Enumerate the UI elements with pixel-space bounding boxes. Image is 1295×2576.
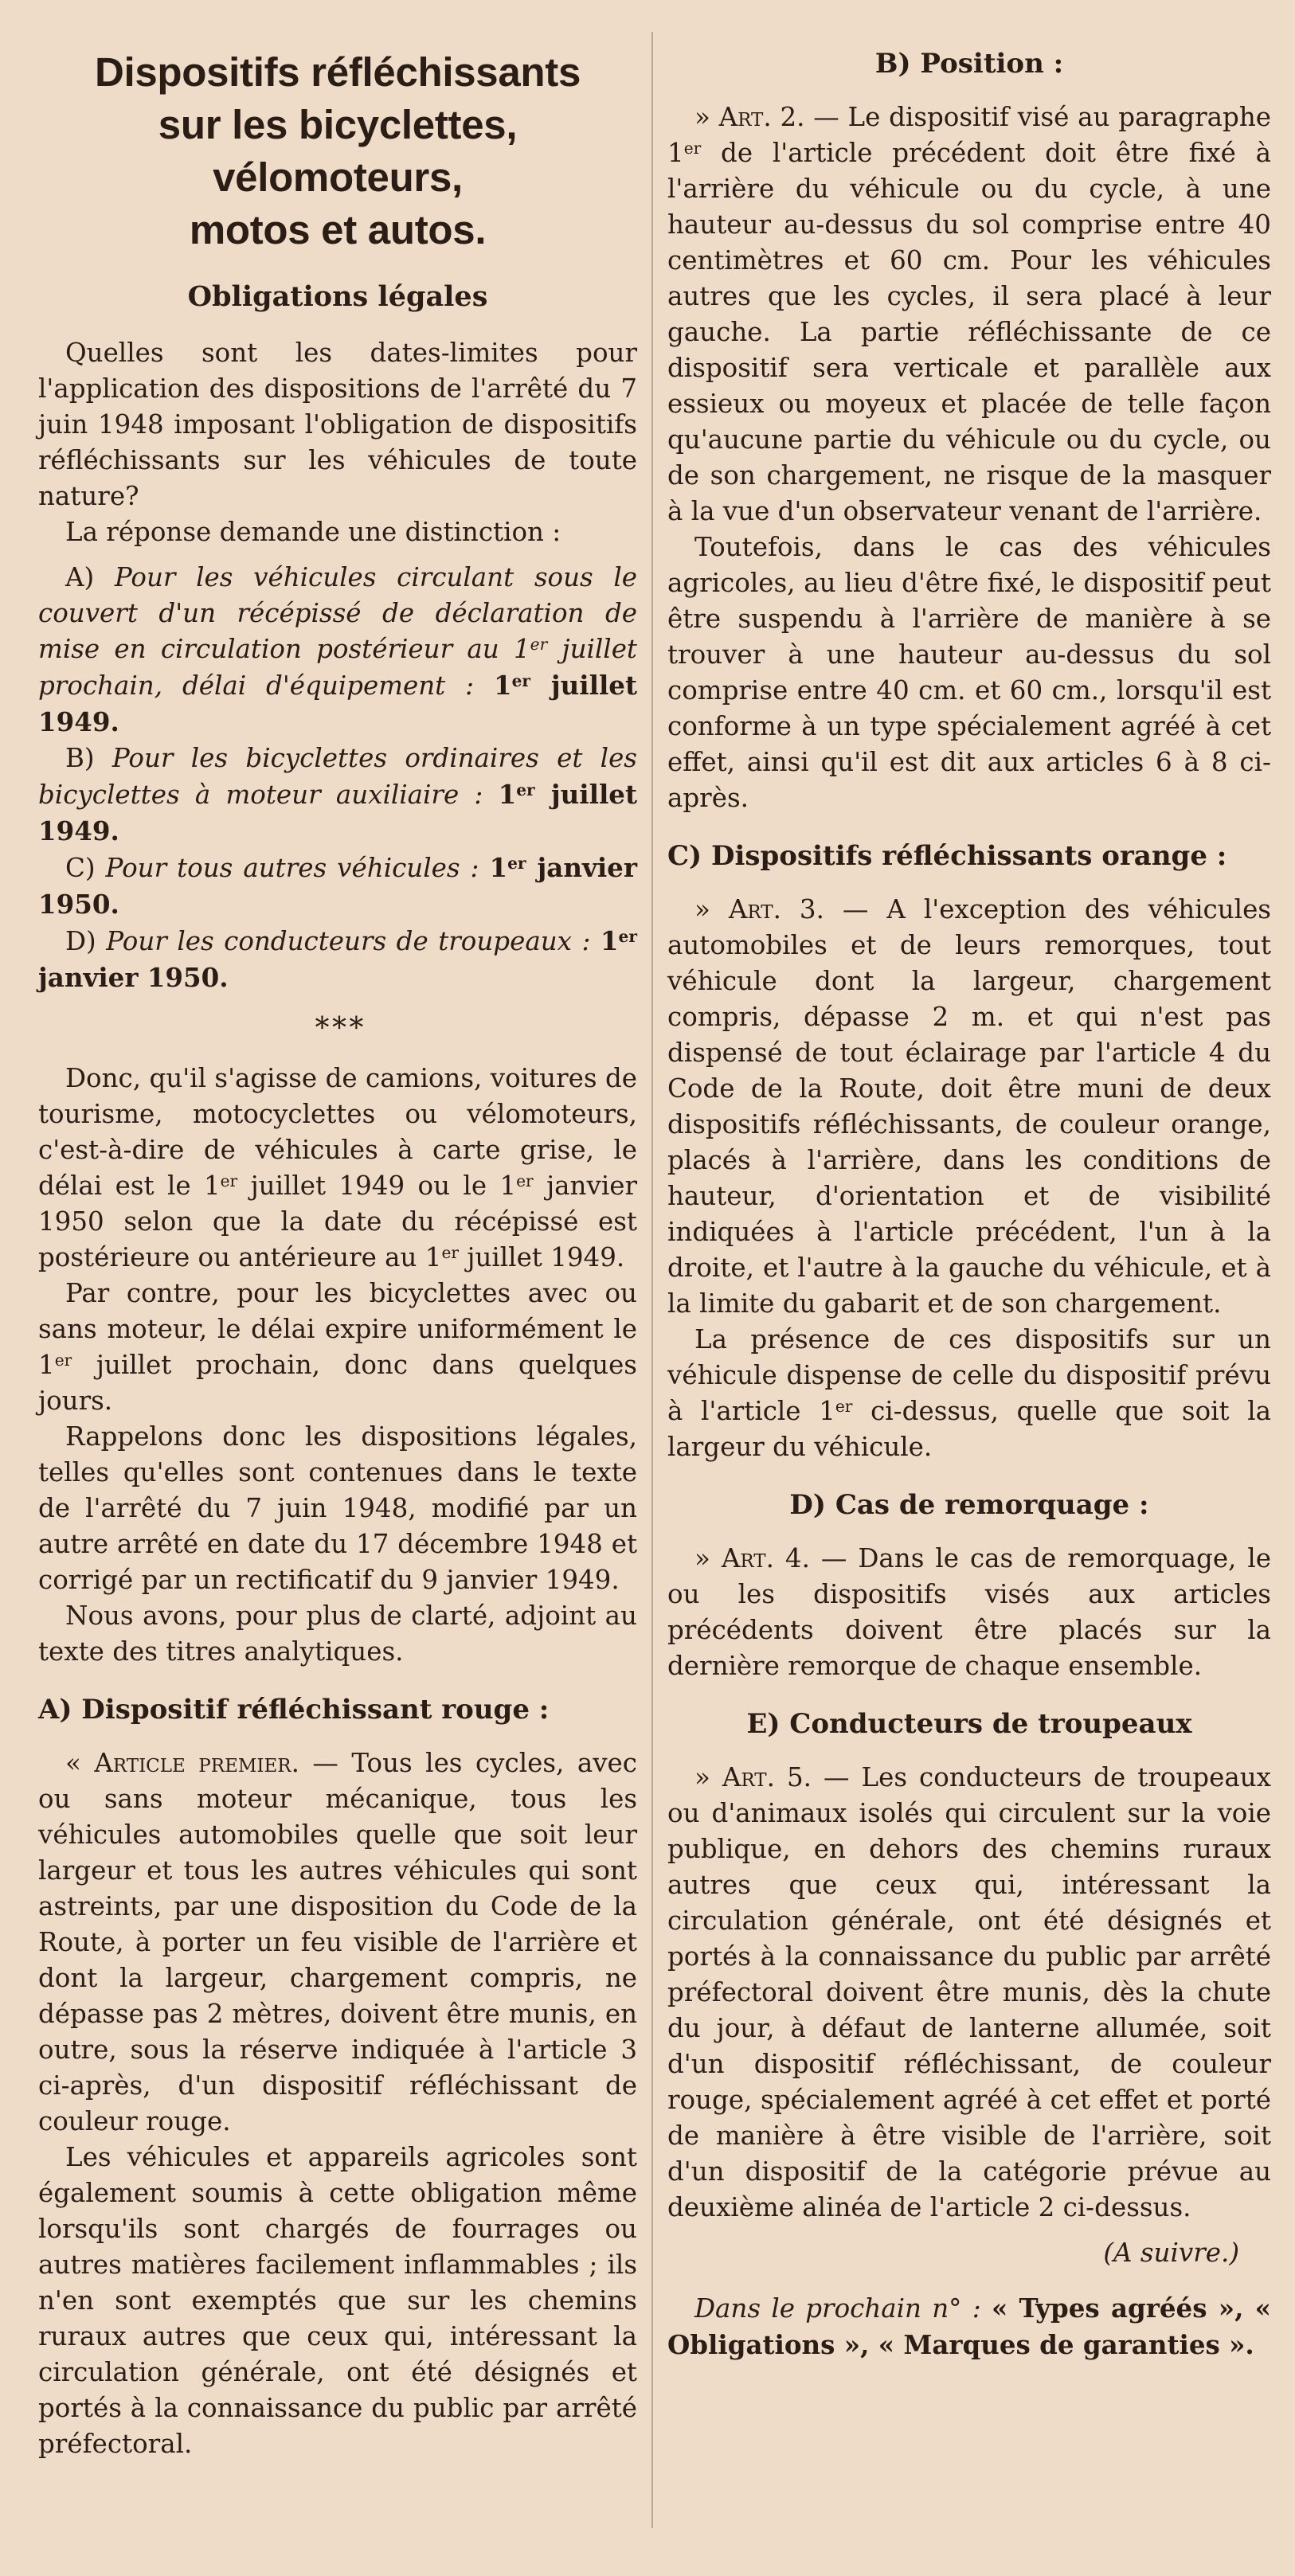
left-column	[38, 0, 637, 2576]
article-title	[38, 46, 637, 256]
deadline-item-b: B) Pour les bicyclettes ordinaires et les bicyclettes à moteur auxiliaire : 1er juillet 1949.	[38, 743, 638, 846]
paragraph-par-contre: Par contre, pour les bicyclettes avec ou sans moteur, le délai expire uniformément le 1er juillet prochain, donc dans quelques jours.	[38, 1278, 637, 1416]
article-3-paragraph-2: La présence de ces dispositifs sur un véhicule dispense de celle du dispositif prévu à l'article 1er ci-dessus, quelle que soit la largeur du véhicule.	[667, 1324, 1271, 1462]
paragraph-rappelons: Rappelons donc les dispositions légales, telles qu'elles sont contenues dans le texte de l'arrêté du 7 juin 1948, modifié par un autre arrêté en date du 17 décembre 1948 et corrigé par un rectificatif du 9 janvier 1949.	[38, 1421, 637, 1595]
paragraph-donc: Donc, qu'il s'agisse de camions, voitures de tourisme, motocyclettes ou vélomoteurs, c'est-à-dire de véhicules à carte grise, le délai est le 1er juillet 1949 ou le 1er janvier 1950 selon que la date du récépissé est postérieure ou antérieure au 1er juillet 1949.	[38, 1063, 637, 1272]
next-issue-note: Dans le prochain n° : « Types agréés », « Obligations », « Marques de garanties ».	[667, 2293, 1271, 2360]
section-separator: * * *	[315, 1012, 361, 1045]
intro-question: Quelles sont les dates-limites pour l'application des dispositions de l'arrêté du 7 juin 1948 imposant l'obligation de dispositifs réfléchissants sur les véhicules de toute nature?	[38, 338, 637, 511]
deadline-item-d: D) Pour les conducteurs de troupeaux : 1er janvier 1950.	[38, 925, 637, 993]
deadline-item-c: C) Pour tous autres véhicules : 1er janvier 1950.	[38, 852, 637, 920]
deadline-item-a: A) Pour les véhicules circulant sous le couvert d'un récépissé de déclaration de mise en circulation postérieur au 1er juillet prochain, délai d'équipement : 1er juillet 1949.	[38, 562, 638, 737]
section-b-heading: B) Position :	[874, 48, 1064, 80]
to-be-continued: (A suivre.)	[1103, 2238, 1239, 2268]
column-rule	[651, 32, 653, 2528]
article-1-paragraph-2: Les véhicules et appareils agricoles sont également soumis à cette obligation même lorsqu'ils sont chargés de fourrages ou autres matières facilement inflammables ; ils n'en sont exemptés que sur les chemins ruraux autres que ceux qui, intéressant la circulation générale, ont été désignés et portés à la connaissance du public par arrêté préfectoral.	[38, 2142, 637, 2459]
article-2-paragraph-2: Toutefois, dans le cas des véhicules agricoles, au lieu d'être fixé, le dispositif peut être suspendu à l'arrière de manière à se trouver à une hauteur au-dessus du sol comprise entre 40 cm. et 60 cm., lorsqu'il est conforme à un type spécialement agréé à cet effet, ainsi qu'il est dit aux articles 6 à 8 ci-après.	[667, 532, 1271, 813]
section-d-heading: D) Cas de remorquage :	[789, 1489, 1149, 1521]
right-column	[667, 0, 1271, 2576]
article-1-paragraph: « Article premier. — Tous les cycles, avec ou sans moteur mécanique, tous les véhicules automobiles quelle que soit leur largeur et tous les autres véhicules qui sont astreints, par une disposition du Code de la Route, à porter un feu visible de l'arrière et dont la largeur, chargement compris, ne dépasse pas 2 mètres, doivent être munis, en outre, sous la réserve indiquée à l'article 3 ci-après, d'un dispositif réfléchissant de couleur rouge.	[38, 1748, 637, 2136]
article-4-paragraph: » Art. 4. — Dans le cas de remorquage, le ou les dispositifs visés aux articles précédents doivent être placés sur la dernière remorque de chaque ensemble.	[667, 1543, 1271, 1681]
article-subtitle: Obligations légales	[187, 280, 488, 313]
title-line-1: Dispositifs réfléchissants	[94, 49, 581, 95]
article-3-paragraph: » Art. 3. — A l'exception des véhicules automobiles et de leurs remorques, tout véhicule dont la largeur, chargement compris, dépasse 2 m. et qui n'est pas dispensé de tout éclairage par l'article 4 du Code de la Route, doit être muni de deux dispositifs réfléchissants, de couleur orange, placés à l'arrière, dans les conditions de hauteur, d'orientation et de visibilité indiquées à l'article précédent, l'un à la droite, et l'autre à la gauche du véhicule, et à la limite du gabarit et de son chargement.	[667, 894, 1271, 1319]
section-a-heading: A) Dispositif réfléchissant rouge :	[38, 1694, 550, 1726]
section-c-heading: C) Dispositifs réfléchissants orange :	[667, 840, 1227, 872]
intro-answer: La réponse demande une distinction :	[65, 517, 561, 547]
article-5-paragraph: » Art. 5. — Les conducteurs de troupeaux ou d'animaux isolés qui circulent sur la voie publique, en dehors des chemins ruraux autres que ceux qui, intéressant la circulation générale, ont été désignés et portés à la connaissance du public par arrêté préfectoral doivent être munis, dès la chute du jour, à défaut de lanterne allumée, soit d'un dispositif réfléchissant, de couleur rouge, spécialement agréé à cet effet et porté de manière à être visible de l'arrière, soit d'un dispositif de la catégorie prévue au deuxième alinéa de l'article 2 ci-dessus.	[667, 1762, 1271, 2222]
section-e-heading: E) Conducteurs de troupeaux	[746, 1708, 1192, 1740]
article-2-paragraph: » Art. 2. — Le dispositif visé au paragraphe 1er de l'article précédent doit être fixé à l'arrière du véhicule ou du cycle, à une hauteur au-dessus du sol comprise entre 40 centimètres et 60 cm. Pour les véhicules autres que les cycles, il sera placé à leur gauche. La partie réfléchissante de ce dispositif sera verticale et parallèle aux essieux ou moyeux et placée de telle façon qu'aucune partie du véhicule ou du cycle, ou de son chargement, ne risque de la masquer à la vue d'un observateur venant de l'arrière.	[667, 102, 1271, 526]
title-line-2: sur les bicyclettes, vélomoteurs,	[158, 102, 518, 200]
title-line-3: motos et autos.	[189, 207, 487, 252]
paragraph-nous-avons: Nous avons, pour plus de clarté, adjoint au texte des titres analytiques.	[38, 1601, 637, 1667]
